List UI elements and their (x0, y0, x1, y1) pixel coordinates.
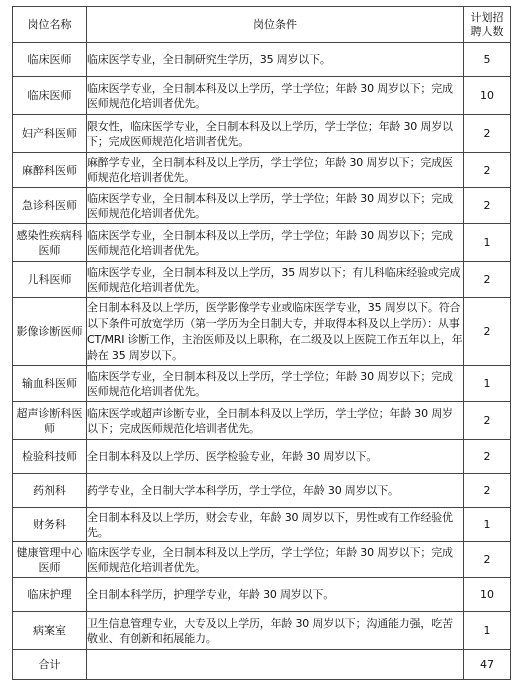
position-name: 输血科医师 (13, 366, 87, 402)
table-row (13, 115, 511, 153)
position-conditions: 限女性，临床医学专业，全日制本科及以上学历，学士学位；年龄 30 周岁以下；完成医师规范化培训者优先。 (87, 115, 464, 153)
position-conditions: 临床医学专业，全日制本科及以上学历，35 周岁以下；有儿科临床经验或完成医师规范化培训者优先。 (87, 262, 464, 298)
total-conditions (87, 650, 464, 680)
planned-count: 1 (464, 224, 511, 262)
header-position-conditions: 岗位条件 (87, 7, 464, 43)
table-row (13, 508, 511, 542)
planned-count: 5 (464, 43, 511, 77)
position-name: 病案室 (13, 612, 87, 650)
position-name: 临床医师 (13, 43, 87, 77)
position-name: 临床护理 (13, 578, 87, 612)
table-row (13, 542, 511, 578)
position-conditions: 临床医学专业，全日制本科及以上学历，学士学位；年龄 30 周岁以下；完成医师规范化培训者优先。 (87, 224, 464, 262)
position-conditions: 全日制本科及以上学历，财会专业，年龄 30 周岁以下，男性或有工作经验优先。 (87, 508, 464, 542)
position-conditions: 全日制本科及以上学历，医学影像学专业或临床医学专业，35 周岁以下。符合以下条件可放宽学历（第一学历为全日制大专，并取得本科及以上学历）：从事 CT/MRI 诊断工作，主治医师及以上职称，在二级及以上医院工作五年以上，年龄在 35 周岁以下。 (87, 298, 464, 366)
planned-count: 1 (464, 612, 511, 650)
table-row (13, 77, 511, 115)
header-planned-count: 计划招聘人数 (464, 7, 511, 43)
total-row (13, 650, 511, 680)
planned-count: 1 (464, 366, 511, 402)
position-name: 急诊科医师 (13, 188, 87, 224)
position-conditions: 全日制本科及以上学历、医学检验专业，年龄 30 周岁以下。 (87, 440, 464, 474)
table-row (13, 262, 511, 298)
header-position-name: 岗位名称 (13, 7, 87, 43)
position-name: 麻醉科医师 (13, 153, 87, 188)
total-label: 合计 (13, 650, 87, 680)
position-conditions: 临床医学专业，全日制研究生学历，35 周岁以下。 (87, 43, 464, 77)
planned-count: 2 (464, 440, 511, 474)
table-row (13, 153, 511, 188)
table-row (13, 440, 511, 474)
header-row (13, 7, 511, 43)
table-row (13, 474, 511, 508)
planned-count: 10 (464, 77, 511, 115)
position-conditions: 麻醉学专业，全日制本科及以上学历，学士学位；年龄 30 周岁以下；完成医师规范化培训者优先。 (87, 153, 464, 188)
planned-count: 2 (464, 298, 511, 366)
position-name: 妇产科医师 (13, 115, 87, 153)
planned-count: 2 (464, 188, 511, 224)
planned-count: 10 (464, 578, 511, 612)
position-conditions: 临床医学专业，全日制本科及以上学历，学士学位；年龄 30 周岁以下；完成医师规范化培训者优先。 (87, 366, 464, 402)
position-name: 儿科医师 (13, 262, 87, 298)
table-row (13, 298, 511, 366)
position-conditions: 临床医学或超声诊断专业，全日制本科及以上学历，学士学位；年龄 30 周岁以下；完成医师规范化培训者优先。 (87, 402, 464, 440)
position-conditions: 临床医学专业，全日制本科及以上学历，学士学位；年龄 30 周岁以下；完成医师规范化培训者优先。 (87, 77, 464, 115)
position-name: 临床医师 (13, 77, 87, 115)
position-conditions: 临床医学专业，全日制本科及以上学历，学士学位；年龄 30 周岁以下；完成医师规范化培训者优先。 (87, 188, 464, 224)
planned-count: 1 (464, 508, 511, 542)
position-name: 药剂科 (13, 474, 87, 508)
total-count: 47 (464, 650, 511, 680)
planned-count: 2 (464, 153, 511, 188)
position-conditions: 卫生信息管理专业，大专及以上学历，年龄 30 周岁以下；沟通能力强，吃苦敬业、有创新和拓展能力。 (87, 612, 464, 650)
position-name: 超声诊断科医师 (13, 402, 87, 440)
planned-count: 2 (464, 115, 511, 153)
planned-count: 2 (464, 474, 511, 508)
table-row (13, 402, 511, 440)
table-row (13, 578, 511, 612)
planned-count: 2 (464, 402, 511, 440)
position-conditions: 药学专业，全日制大学本科学历，学士学位，年龄 30 周岁以下。 (87, 474, 464, 508)
position-conditions: 全日制本科学历，护理学专业，年龄 30 周岁以下。 (87, 578, 464, 612)
table-row (13, 43, 511, 77)
position-name: 影像诊断医师 (13, 298, 87, 366)
position-conditions: 临床医学专业，全日制本科及以上学历，学士学位；年龄 30 周岁以下；完成医师规范化培训者优先。 (87, 542, 464, 578)
recruitment-table (12, 6, 511, 680)
position-name: 财务科 (13, 508, 87, 542)
position-name: 检验科技师 (13, 440, 87, 474)
planned-count: 2 (464, 542, 511, 578)
position-name: 健康管理中心 医师 (13, 542, 87, 578)
table-row (13, 612, 511, 650)
table-row (13, 188, 511, 224)
table-row (13, 366, 511, 402)
planned-count: 2 (464, 262, 511, 298)
position-name: 感染性疾病科医师 (13, 224, 87, 262)
table-row (13, 224, 511, 262)
